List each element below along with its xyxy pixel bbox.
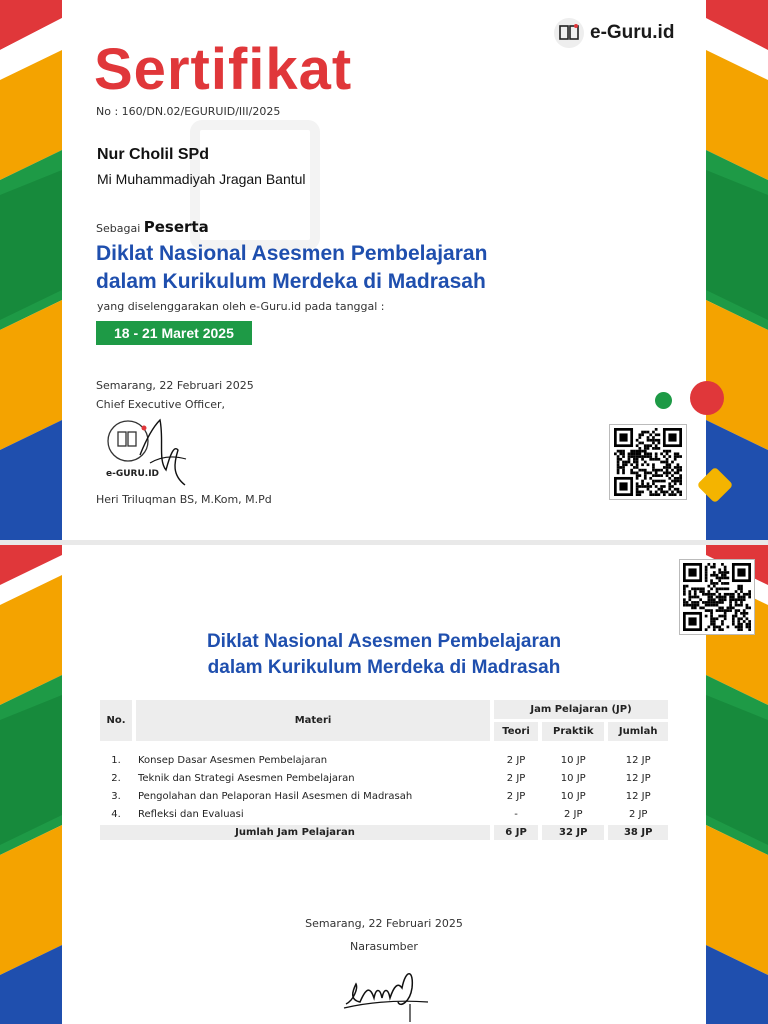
row-jumlah: 12 JP <box>625 791 651 802</box>
p2-place-date: Semarang, 22 Februari 2025 <box>305 917 463 930</box>
header-materi: Materi <box>136 700 490 741</box>
qr-code-icon[interactable] <box>679 559 755 635</box>
row-no: 1. <box>111 755 121 766</box>
row-praktik: 10 JP <box>560 755 586 766</box>
table-row <box>100 789 668 804</box>
event-date-badge: 18 - 21 Maret 2025 <box>96 321 252 345</box>
curriculum-title-line1: Diklat Nasional Asesmen Pembelajaran <box>206 631 562 652</box>
right-stripe-decoration <box>706 0 768 540</box>
green-dot-decoration <box>655 392 672 409</box>
total-row <box>100 825 668 840</box>
header-no: No. <box>100 700 132 741</box>
curriculum-title-line2: dalam Kurikulum Merdeka di Madrasah <box>207 657 561 678</box>
curriculum-page <box>0 545 768 1024</box>
recipient-school: Mi Muhammadiyah Jragan Bantul <box>97 171 306 187</box>
table-row <box>100 771 668 786</box>
held-text: yang diselenggarakan oleh e-Guru.id pada tanggal : <box>97 300 385 313</box>
signer-name: Heri Triluqman BS, M.Kom, M.Pd <box>96 493 272 506</box>
total-jumlah: 38 JP <box>608 825 668 840</box>
role-prefix: Sebagai <box>96 222 141 235</box>
row-materi: Pengolahan dan Pelaporan Hasil Asesmen di Madrasah <box>138 791 413 802</box>
event-title-line1: Diklat Nasional Asesmen Pembelajaran <box>96 242 488 265</box>
ceo-signature-stamp <box>100 415 195 490</box>
brand-logo <box>554 18 674 48</box>
seal-text: e-GURU.ID <box>106 469 160 479</box>
row-praktik: 10 JP <box>560 791 586 802</box>
role-line <box>96 218 209 236</box>
certificate-number: No : 160/DN.02/EGURUID/III/2025 <box>96 105 281 118</box>
row-jumlah: 12 JP <box>625 773 651 784</box>
curriculum-title <box>0 629 768 681</box>
table-row <box>100 807 668 822</box>
row-no: 2. <box>111 773 121 784</box>
left-stripe-decoration <box>0 0 62 540</box>
speaker-signature <box>340 958 430 1024</box>
signer-title: Chief Executive Officer, <box>96 398 226 411</box>
header-jp: Jam Pelajaran (JP) <box>494 700 668 719</box>
speaker-block <box>0 912 768 958</box>
row-materi: Teknik dan Strategi Asesmen Pembelajaran <box>138 773 355 784</box>
row-materi: Konsep Dasar Asesmen Pembelajaran <box>138 755 328 766</box>
recipient-name: Nur Cholil SPd <box>97 146 209 163</box>
row-jumlah: 12 JP <box>625 755 651 766</box>
brand-name: e-Guru.id <box>590 22 675 43</box>
total-teori: 6 JP <box>494 825 538 840</box>
row-praktik: 10 JP <box>560 773 586 784</box>
row-jumlah: 2 JP <box>628 809 648 820</box>
place-date: Semarang, 22 Februari 2025 <box>96 379 254 392</box>
event-title <box>96 240 487 296</box>
header-praktik: Praktik <box>542 722 604 741</box>
certificate-title: Sertifikat <box>94 37 353 102</box>
red-dot-decoration <box>690 381 724 415</box>
header-teori: Teori <box>494 722 538 741</box>
book-icon <box>554 18 584 48</box>
total-label: Jumlah Jam Pelajaran <box>100 825 490 840</box>
row-teori: 2 JP <box>506 755 526 766</box>
row-teori: 2 JP <box>506 773 526 784</box>
event-title-line2: dalam Kurikulum Merdeka di Madrasah <box>96 270 486 293</box>
row-teori: - <box>514 809 518 820</box>
speaker-label: Narasumber <box>350 940 418 953</box>
row-materi: Refleksi dan Evaluasi <box>138 809 244 820</box>
curriculum-table <box>96 697 672 843</box>
table-row <box>100 753 668 768</box>
row-teori: 2 JP <box>506 791 526 802</box>
signature-block <box>96 376 254 414</box>
qr-code-icon[interactable] <box>609 424 687 500</box>
role: Peserta <box>143 218 209 236</box>
row-no: 3. <box>111 791 121 802</box>
row-no: 4. <box>111 809 121 820</box>
row-praktik: 2 JP <box>563 809 583 820</box>
header-jumlah: Jumlah <box>608 722 668 741</box>
total-praktik: 32 JP <box>542 825 604 840</box>
